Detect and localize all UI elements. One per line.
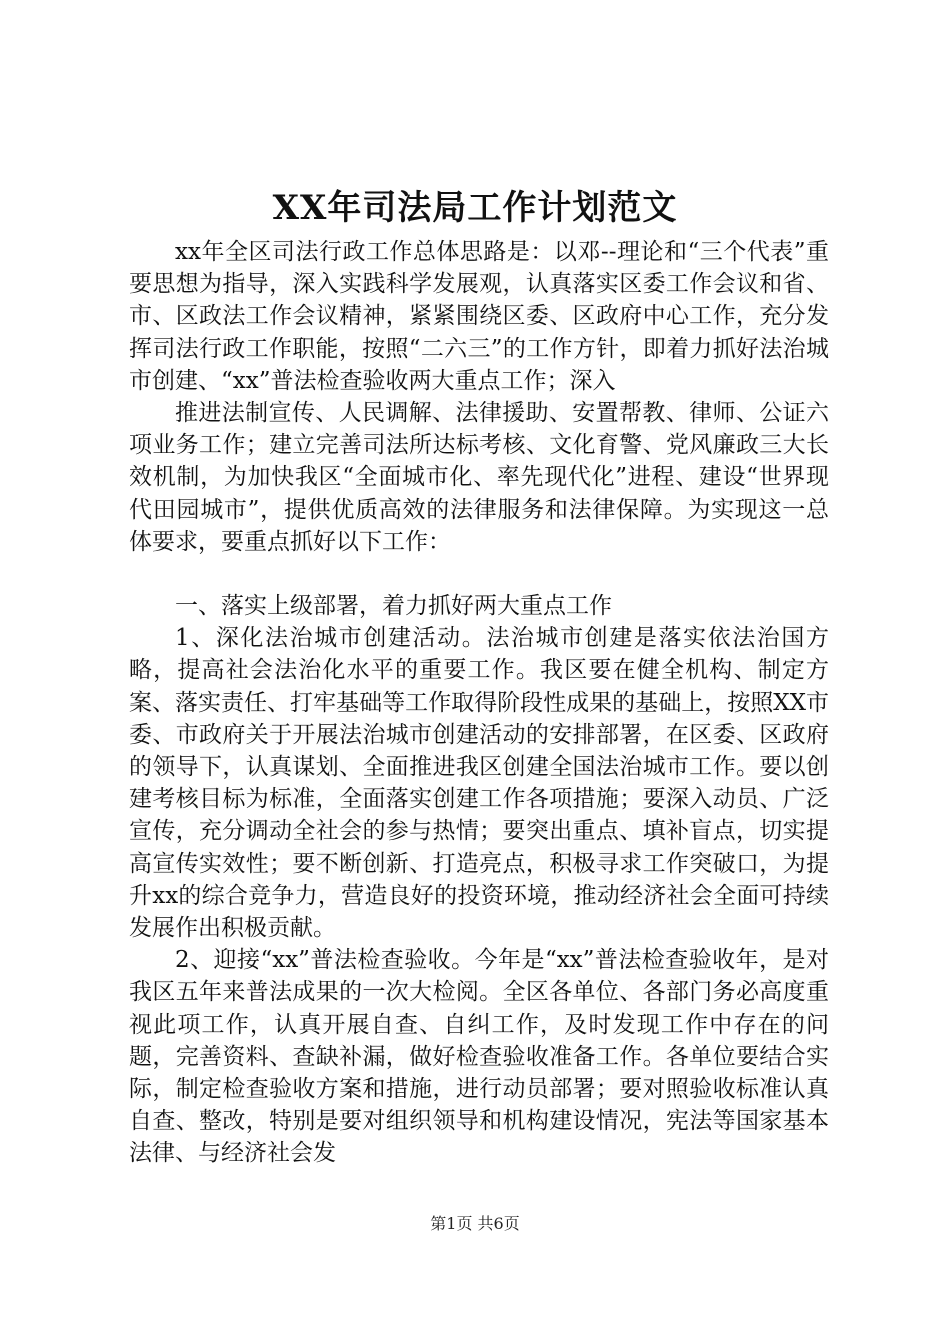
- paragraph-intro-continued: 推进法制宣传、人民调解、法律援助、安置帮教、律师、公证六项业务工作；建立完善司法所达标考核、文化育警、党风廉政三大长效机制，为加快我区“全面城市化、率先现代化”进程、建设“世界现代田园城市”，提供优质高效的法律服务和法律保障。为实现这一总体要求，要重点抓好以下工作：: [129, 400, 829, 555]
- paragraph-item-2: 2、迎接“xx”普法检查验收。今年是“xx”普法检查验收年，是对我区五年来普法成果的一次大检阅。全区各单位、各部门务必高度重视此项工作，认真开展自查、自纠工作，及时发现工作中存在的问题，完善资料、查缺补漏，做好检查验收准备工作。各单位要结合实际，制定检查验收方案和措施，进行动员部署；要对照验收标准认真自查、整改，特别是要对组织领导和机构建设情况，宪法等国家基本法律、与经济社会发: [129, 947, 829, 1167]
- document-title: XX年司法局工作计划范文: [272, 188, 678, 228]
- section-heading: 一、落实上级部署，着力抓好两大重点工作: [175, 593, 612, 620]
- document-body: [129, 236, 829, 1170]
- paragraph-item-1: 1、深化法治城市创建活动。法治城市创建是落实依法治国方略，提高社会法治化水平的重要工作。我区要在健全机构、制定方案、落实责任、打牢基础等工作取得阶段性成果的基础上，按照XX市委、市政府关于开展法治城市创建活动的安排部署，在区委、区政府的领导下，认真谋划、全面推进我区创建全国法治城市工作。要以创建考核目标为标准，全面落实创建工作各项措施；要深入动员、广泛宣传，充分调动全社会的参与热情；要突出重点、填补盲点，切实提高宣传实效性；要不断创新、打造亮点，积极寻求工作突破口，为提升xx的综合竞争力，营造良好的投资环境，推动经济社会全面可持续发展作出积极贡献。: [129, 625, 829, 942]
- paragraph-intro: xx年全区司法行政工作总体思路是：以邓--理论和“三个代表”重要思想为指导，深入实践科学发展观，认真落实区委工作会议和省、市、区政法工作会议精神，紧紧围绕区委、区政府中心工作，充分发挥司法行政工作职能，按照“二六三”的工作方针，即着力抓好法治城市创建、“xx”普法检查验收两大重点工作；深入: [129, 239, 829, 394]
- page-footer: 第1页 共6页: [430, 1214, 520, 1233]
